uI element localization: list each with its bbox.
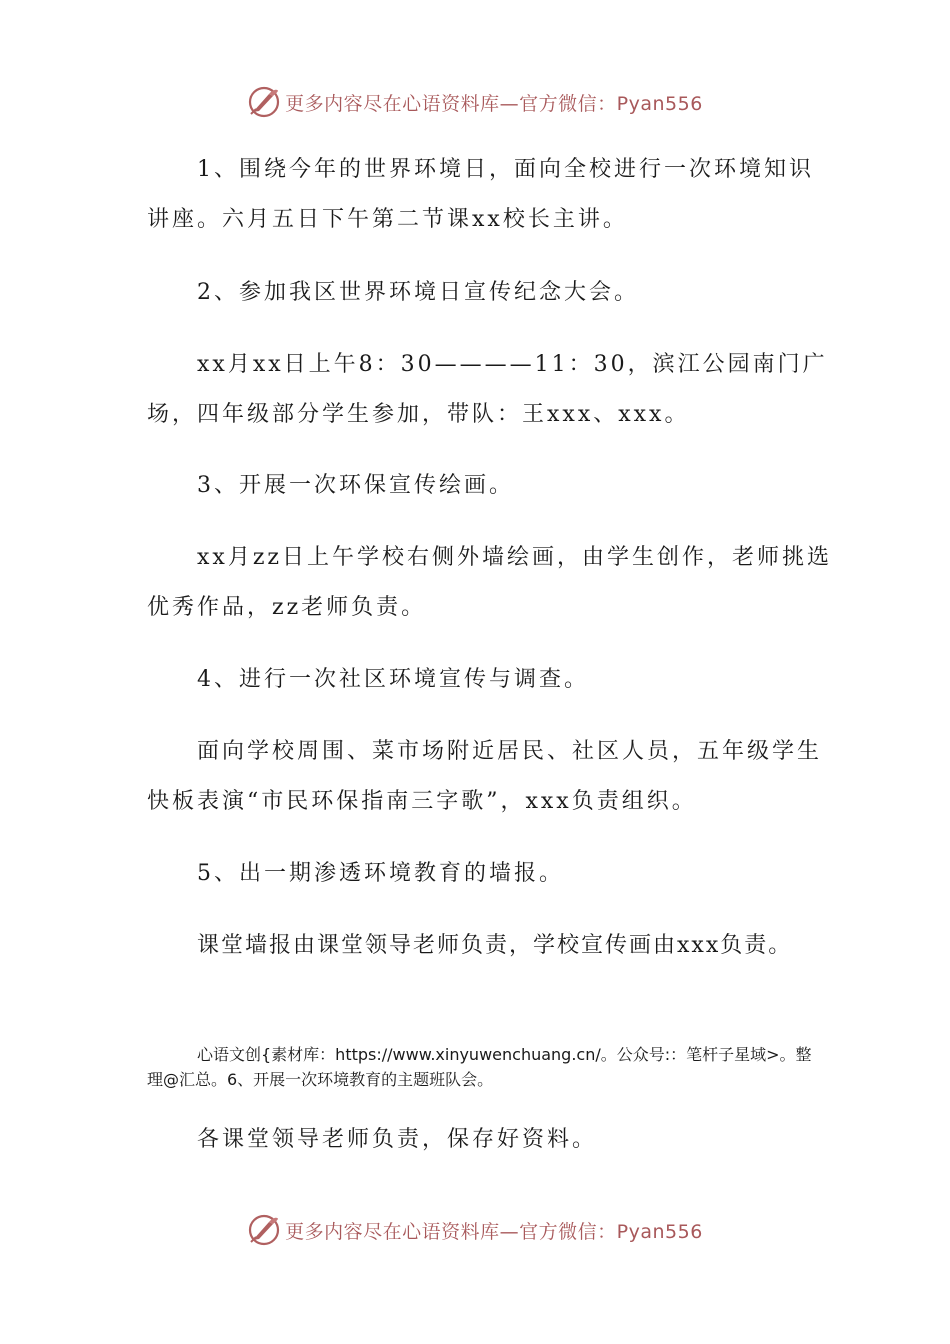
paragraph-4: 3、开展一次环保宣传绘画。	[197, 473, 514, 498]
paragraph-9: 课堂墙报由课堂领导老师负责，学校宣传画由xxx负责。	[197, 933, 793, 958]
paragraph-10: 各课堂领导老师负责，保存好资料。	[197, 1127, 598, 1152]
paragraph-6: 4、进行一次社区环境宣传与调查。	[197, 667, 589, 692]
paragraph-5: xx月zz日上午学校右侧外墙绘画，由学生创作，老师挑选优秀作品，zz老师负责。	[147, 545, 832, 620]
paragraph-2: 2、参加我区世界环境日宣传纪念大会。	[197, 280, 639, 305]
paragraph-1: 1、围绕今年的世界环境日，面向全校进行一次环境知识讲座。六月五日下午第二节课xx校长主讲。	[147, 157, 814, 232]
footer-banner-text[interactable]: 更多内容尽在心语资料库—官方微信：Pyan556	[285, 1220, 703, 1243]
footer-banner	[0, 1210, 950, 1250]
paragraph-3: xx月xx日上午8：30————11：30，滨江公园南门广场，四年级部分学生参加，带队：王xxx、xxx。	[147, 352, 828, 427]
quill-pen-circle-icon	[247, 85, 281, 119]
paragraph-8: 5、出一期渗透环境教育的墙报。	[197, 861, 564, 886]
header-banner	[0, 82, 950, 122]
paragraph-7: 面向学校周围、菜市场附近居民、社区人员，五年级学生快板表演“市民环保指南三字歌”，xxx负责组织。	[147, 739, 823, 814]
quill-pen-circle-icon	[247, 1213, 281, 1247]
source-note: 心语文创{素材库：https://www.xinyuwenchuang.cn/。公众号:：笔杆子星域>。整理@汇总。6、开展一次环境教育的主题班队会。	[147, 1045, 812, 1089]
banner-text[interactable]: 更多内容尽在心语资料库—官方微信：Pyan556	[285, 92, 703, 115]
